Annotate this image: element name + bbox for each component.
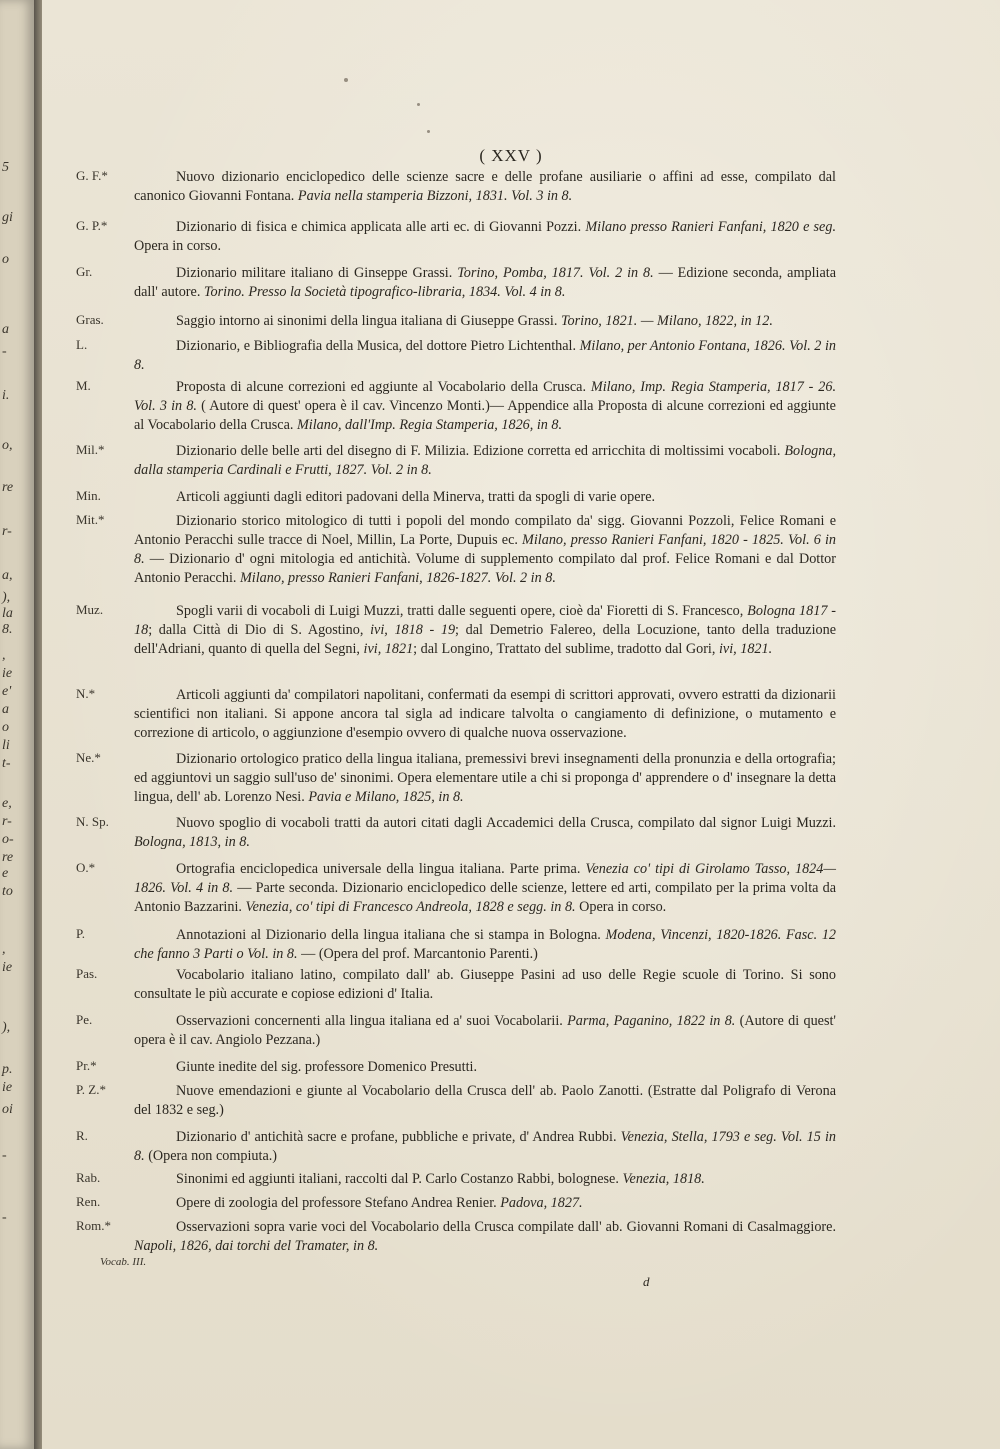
entry-imprint: Pavia nella stamperia Bizzoni, 1831. Vol. 3 in 8. — [297, 188, 573, 204]
left-page-fragment: e — [2, 866, 9, 881]
entry-abbreviation: Rab. — [76, 1170, 101, 1185]
entry-description: (Autore di quest' opera è il cav. Angiolo Pezzana.) — [134, 1013, 836, 1048]
entry-abbreviation: O.* — [76, 860, 96, 875]
entry-description: Dizionario di fisica e chimica applicata alle arti ec. di Giovanni Pozzi. — [176, 219, 586, 235]
entry-imprint: Napoli, 1826, dai torchi del Tramater, in 8. — [134, 1238, 379, 1254]
left-page-fragment: , — [2, 942, 6, 957]
entry-abbreviation: Mit.* — [76, 512, 105, 527]
left-page-fragment: ie — [2, 666, 13, 681]
paper-speck — [417, 103, 420, 106]
left-page-fragment: a, — [2, 568, 13, 583]
entry-imprint: Padova, 1827. — [500, 1195, 583, 1211]
entry-text — [134, 966, 836, 1004]
entry-imprint: Bologna 1817 - 18 — [134, 603, 836, 638]
entry-description: ; dal Longino, Trattato del sublime, tradotto dal Gori, — [413, 641, 719, 657]
footer-signature: Vocab. III. — [100, 1256, 147, 1268]
entry-description: Dizionario ortologico pratico della lingua italiana, premessivi brevi insegnamenti della pronunzia e della ortografia; ed aggiuntovi un saggio sull'uso de' sinonimi. Opera elementare utile a chi si proponga d' apprendere o d' insegnare la detta lingua, dell' ab. Lorenzo Nesi. — [134, 751, 836, 805]
entry-abbreviation: N. Sp. — [76, 814, 109, 829]
entry-description: ; dal Demetrio Falereo, della Locuzione, tanto della traduzione dell'Adriani, quanto di quella del Segni, — [134, 622, 836, 657]
entry-text — [134, 1012, 836, 1050]
entry-imprint: Modena, Vincenzi, 1820-1826. Fasc. 12 che fanno 3 Parti o Vol. in 8. — [134, 927, 837, 962]
entry-description: Nuovo spoglio di vocaboli tratti da autori citati dagli Accademici della Crusca, compilato dal signor Luigi Muzzi. — [176, 815, 836, 831]
entry-abbreviation: Muz. — [76, 602, 104, 617]
entry-text — [134, 1082, 836, 1120]
paper-speck — [427, 130, 430, 133]
entry-abbreviation: R. — [76, 1128, 88, 1143]
entry-abbreviation: M. — [76, 378, 91, 393]
entry-description: — Edizione seconda, ampliata dall' autore. — [134, 265, 836, 300]
left-page-fragment: o, — [2, 438, 13, 453]
entry-description: Dizionario militare italiano di Ginseppe Grassi. — [176, 265, 458, 281]
entry-description: Ortografia enciclopedica universale della lingua italiana. Parte prima. — [176, 861, 586, 877]
left-page-fragment: o- — [2, 832, 14, 847]
left-page-fragment: ie — [2, 1080, 13, 1095]
document-page — [42, 0, 1000, 1449]
page-number: ( XXV ) — [479, 146, 543, 165]
entry-abbreviation: Ren. — [76, 1194, 101, 1209]
left-page-fragment: o — [2, 252, 9, 267]
entry-description: Spogli varii di vocaboli di Luigi Muzzi, tratti dalle seguenti opere, cioè da' Fioretti di S. Francesco, — [176, 603, 748, 619]
left-page-fragment: i. — [2, 388, 10, 403]
entry-abbreviation: N.* — [76, 686, 96, 701]
entry-text — [134, 1170, 836, 1189]
entry-abbreviation: G. P.* — [76, 218, 108, 233]
entry-text — [134, 1058, 836, 1077]
entry-abbreviation: P. Z.* — [76, 1082, 106, 1097]
entry-imprint: Milano, presso Ranieri Fanfani, 1826-1827. Vol. 2 in 8. — [239, 570, 556, 586]
entry-description: ( Autore di quest' opera è il cav. Vincenzo Monti.)— Appendice alla Proposta di alcune correzioni ed aggiunte al Vocabolario della Crusca. — [134, 398, 836, 433]
entry-abbreviation: Pe. — [76, 1012, 93, 1027]
entry-description: Sinonimi ed aggiunti italiani, raccolti dal P. Carlo Costanzo Rabbi, bolognese. — [176, 1171, 623, 1187]
paper-speck — [344, 78, 348, 82]
entry-description: Proposta di alcune correzioni ed aggiunte al Vocabolario della Crusca. — [176, 379, 591, 395]
entry-text — [134, 378, 836, 435]
entry-abbreviation: Rom.* — [76, 1218, 112, 1233]
left-page-fragment: p. — [2, 1062, 13, 1077]
entry-imprint: Venezia co' tipi di Girolamo Tasso, 1824—1826. Vol. 4 in 8. — [134, 861, 836, 896]
left-page-fragment: r- — [2, 524, 12, 539]
entry-imprint: Pavia e Milano, 1825, in 8. — [308, 789, 464, 805]
entry-text — [134, 1128, 836, 1166]
entry-description: Opera in corso. — [575, 899, 667, 915]
left-page-fragment: a — [2, 702, 9, 717]
entry-description: — Parte seconda. Dizionario enciclopedico delle scienze, lettere ed arti, compilato per la prima volta da Antonio Bazzarini. — [134, 880, 836, 915]
left-page-fragment: r- — [2, 814, 12, 829]
left-page-fragment: re — [2, 480, 14, 495]
entry-description: Vocabolario italiano latino, compilato dall' ab. Giuseppe Pasini ad uso delle Regie scuole di Torino. Si sono consultate le più accurate e copiose edizioni d' Italia. — [134, 967, 836, 1002]
entry-text — [134, 488, 836, 507]
entry-imprint: Milano, dall'Imp. Regia Stamperia, 1826, in 8. — [296, 417, 563, 433]
entry-imprint: Parma, Paganino, 1822 in 8. — [567, 1013, 736, 1029]
footer-gathering-mark: d — [643, 1274, 650, 1289]
entry-description: (Opera non compiuta.) — [144, 1148, 278, 1164]
entry-text — [134, 1218, 836, 1256]
entry-description: Articoli aggiunti da' compilatori napolitani, confermati da esempi di scrittori approvati, ovvero estratti da dizionarii scientifici non italiani. Si appone ancora tal sigla ad indicare talvolta o cangiamento di definizione, o mutamento e correzione di articolo, o aggiunzione d'esempio ovvero di qualche nuova osservazione. — [134, 687, 836, 741]
entry-text — [134, 1194, 836, 1213]
entry-abbreviation: Min. — [76, 488, 101, 503]
entry-description: Opera in corso. — [134, 238, 222, 254]
entry-text — [134, 860, 836, 917]
entry-abbreviation: Gras. — [76, 312, 104, 327]
entry-description: Dizionario storico mitologico di tutti i popoli del mondo compilato da' sigg. Giovanni Pozzoli, Felice Romani e Antonio Peracchi sulle tracce di Noel, Millin, La Porte, Dupuis ec. — [134, 513, 836, 548]
left-page-fragment: 5 — [2, 160, 9, 175]
entry-description: Saggio intorno ai sinonimi della lingua italiana di Giuseppe Grassi. — [176, 313, 561, 329]
entry-imprint: Torino. Presso la Società tipografico-libraria, 1834. Vol. 4 in 8. — [203, 284, 566, 300]
left-page-fragment: oi — [2, 1102, 13, 1117]
left-page-fragment: a — [2, 322, 9, 337]
left-page-fragment: 8. — [2, 622, 13, 637]
left-page-fragment: t- — [2, 756, 11, 771]
entry-description: Giunte inedite del sig. professore Domenico Presutti. — [176, 1059, 478, 1075]
entry-imprint: ivi, 1821 — [363, 641, 414, 657]
entry-abbreviation: Ne.* — [76, 750, 101, 765]
left-page-fragment: ), — [2, 590, 11, 605]
entry-text — [134, 312, 836, 331]
entry-abbreviation: Mil.* — [76, 442, 105, 457]
left-page-fragment: to — [2, 884, 13, 899]
entry-imprint: Bologna, dalla stamperia Cardinali e Frutti, 1827. Vol. 2 in 8. — [134, 443, 836, 478]
entry-imprint: Milano, per Antonio Fontana, 1826. Vol. 2 in 8. — [134, 338, 836, 373]
entry-text — [134, 168, 836, 206]
entry-text — [134, 750, 836, 807]
entry-imprint: ivi, 1818 - 19 — [370, 622, 456, 638]
entry-text — [134, 814, 836, 852]
entry-description: Opere di zoologia del professore Stefano Andrea Renier. — [176, 1195, 501, 1211]
entry-description: Osservazioni concernenti alla lingua italiana ed a' suoi Vocabolarii. — [176, 1013, 568, 1029]
left-page-fragment: ie — [2, 960, 13, 975]
entry-description: Articoli aggiunti dagli editori padovani della Minerva, tratti da spogli di varie opere. — [176, 489, 656, 505]
entry-description: — Dizionario d' ogni mitologia ed antichità. Volume di supplemento compilato dal prof. Felice Romani e dal Dottor Antonio Peracchi. — [134, 551, 836, 586]
left-page-fragment: li — [2, 738, 10, 753]
entry-imprint: Venezia, co' tipi di Francesco Andreola, 1828 e segg. in 8. — [245, 899, 576, 915]
left-page-fragment: re — [2, 850, 14, 865]
entry-text — [134, 512, 836, 588]
entry-description: Osservazioni sopra varie voci del Vocabolario della Crusca compilate dall' ab. Giovanni Romani di Casalmaggiore. — [176, 1219, 836, 1235]
entry-text — [134, 442, 836, 480]
left-page-fragment: o — [2, 720, 9, 735]
entry-abbreviation: G. F.* — [76, 168, 108, 183]
page-header — [42, 146, 1000, 166]
entry-text — [134, 602, 836, 659]
entry-abbreviation: Pas. — [76, 966, 98, 981]
entry-text — [134, 218, 836, 256]
entry-abbreviation: Pr.* — [76, 1058, 97, 1073]
entry-imprint: ivi, 1821. — [718, 641, 773, 657]
left-page-fragment: - — [2, 1210, 7, 1225]
entry-imprint: Venezia, 1818. — [622, 1171, 705, 1187]
left-page-fragment: - — [2, 344, 7, 359]
left-page-fragment: - — [2, 1148, 7, 1163]
entry-abbreviation: Gr. — [76, 264, 93, 279]
entry-description: Dizionario d' antichità sacre e profane, pubbliche e private, d' Andrea Rubbi. — [176, 1129, 621, 1145]
entry-imprint: Milano, presso Ranieri Fanfani, 1820 - 1825. Vol. 6 in 8. — [134, 532, 836, 567]
entry-text — [134, 926, 836, 964]
entry-text — [134, 264, 836, 302]
entry-abbreviation: P. — [76, 926, 86, 941]
left-page-fragment: e' — [2, 684, 12, 699]
previous-page-edge — [0, 0, 34, 1449]
entry-imprint: Milano, Imp. Regia Stamperia, 1817 - 26. Vol. 3 in 8. — [134, 379, 837, 414]
left-page-fragment: , — [2, 648, 6, 663]
entry-abbreviation: L. — [76, 337, 88, 352]
entry-imprint: Torino, 1821. — Milano, 1822, in 12. — [560, 313, 773, 329]
entry-description: Annotazioni al Dizionario della lingua italiana che si stampa in Bologna. — [176, 927, 606, 943]
entry-imprint: Bologna, 1813, in 8. — [134, 834, 250, 850]
entry-imprint: Venezia, Stella, 1793 e seg. Vol. 15 in 8. — [134, 1129, 836, 1164]
entry-description: — (Opera del prof. Marcantonio Parenti.) — [297, 946, 538, 962]
entry-imprint: Torino, Pomba, 1817. Vol. 2 in 8. — [457, 265, 654, 281]
entry-text — [134, 337, 836, 375]
entry-description: Dizionario, e Bibliografia della Musica, del dottore Pietro Lichtenthal. — [176, 338, 580, 354]
entry-text — [134, 686, 836, 743]
entry-imprint: Milano presso Ranieri Fanfani, 1820 e seg. — [585, 219, 836, 235]
left-page-fragment: ), — [2, 1020, 11, 1035]
entry-description: ; dalla Città di Dio di S. Agostino, — [148, 622, 371, 638]
entry-description: Dizionario delle belle arti del disegno di F. Milizia. Edizione corretta ed arricchita di moltissimi vocaboli. — [176, 443, 785, 459]
left-page-fragment: gi — [2, 210, 13, 225]
entry-description: Nuove emendazioni e giunte al Vocabolario della Crusca dell' ab. Paolo Zanotti. (Estratte dal Poligrafo di Verona del 1832 e seg.) — [134, 1083, 836, 1118]
left-page-fragment: e, — [2, 796, 12, 811]
entry-description: Nuovo dizionario enciclopedico delle scienze sacre e delle profane ausiliarie o affini ad esse, compilato dal canonico Giovanni Fontana. — [134, 169, 836, 204]
left-page-fragment: la — [2, 606, 13, 621]
